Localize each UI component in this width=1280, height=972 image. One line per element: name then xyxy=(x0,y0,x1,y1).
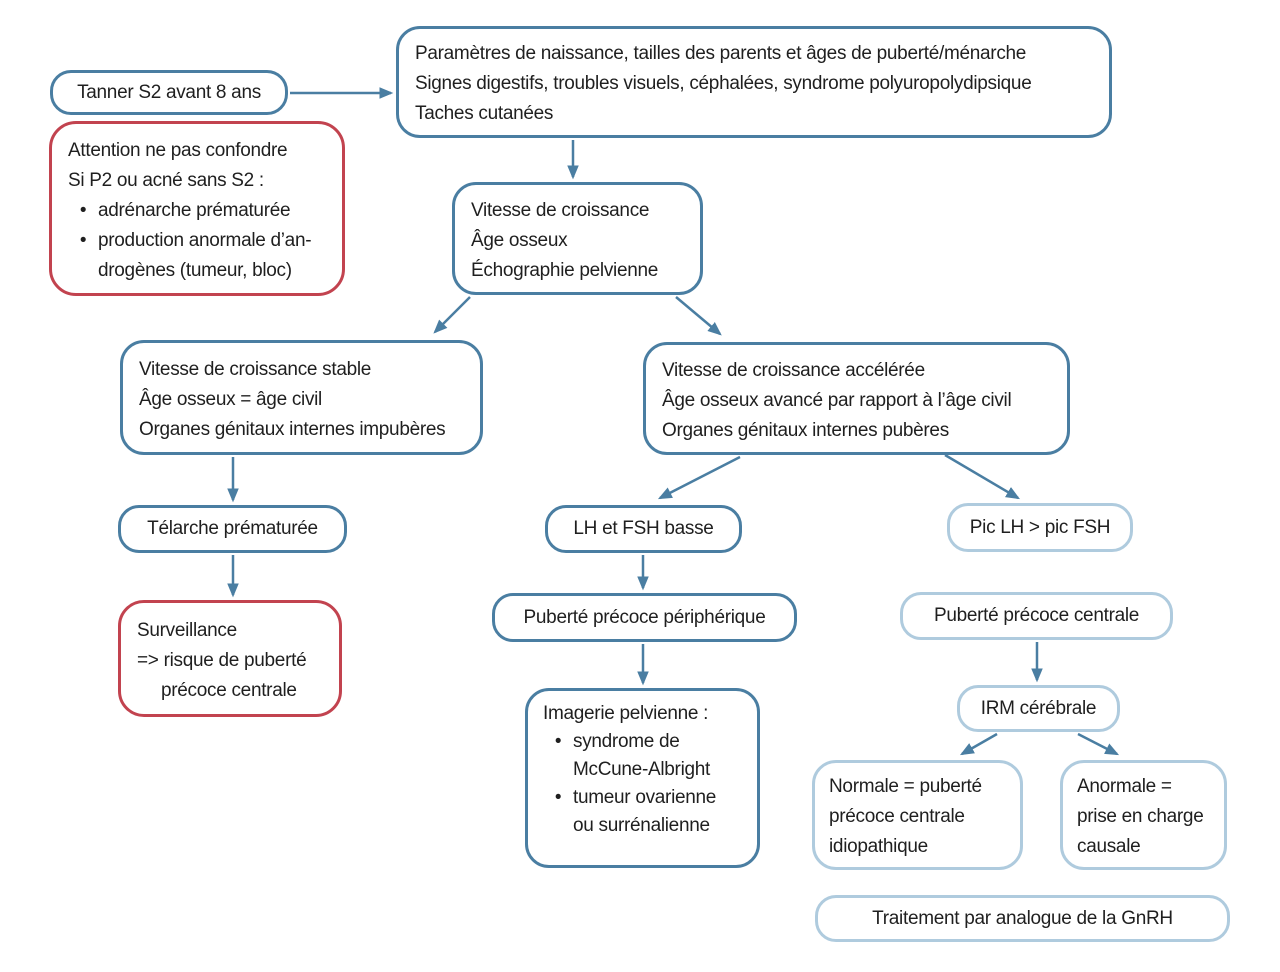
node-bilan-line-2: Âge osseux xyxy=(471,230,568,251)
node-acceleree-line-3: Organes génitaux internes pubères xyxy=(662,420,949,441)
node-bilan-line-3: Échographie pelvienne xyxy=(471,260,659,281)
node-anormale-line-1: Anormale = xyxy=(1077,776,1172,797)
imagerie-bullet-1-text-1: syndrome de xyxy=(573,731,680,752)
node-attention-line-2: Si P2 ou acné sans S2 : xyxy=(68,170,264,191)
node-anormale-line-3: causale xyxy=(1077,836,1141,857)
imagerie-bullet-2 xyxy=(543,784,751,840)
node-lh-fsh-basse-label: LH et FSH basse xyxy=(573,518,714,539)
arrow-acceleree-to-piclh xyxy=(945,455,1018,498)
node-croissance-stable xyxy=(120,340,483,455)
attention-bullet-2 xyxy=(68,226,336,286)
node-tanner-s2-label: Tanner S2 avant 8 ans xyxy=(77,81,261,103)
imagerie-bullet-2-text-2: ou surrénalienne xyxy=(573,815,710,836)
node-anormale-line-2: prise en charge xyxy=(1077,806,1204,827)
attention-bullet-1 xyxy=(68,196,336,226)
node-traitement-gnrh xyxy=(815,895,1230,942)
node-puberte-peripherique xyxy=(492,593,797,642)
node-pic-lh-fsh xyxy=(947,503,1133,552)
node-acceleree-line-1: Vitesse de croissance accélérée xyxy=(662,360,925,381)
node-bilan-line-1: Vitesse de croissance xyxy=(471,200,650,221)
node-surveillance-line-2: => risque de puberté xyxy=(137,650,307,671)
imagerie-bullet-1-text-2: McCune-Albright xyxy=(573,759,710,780)
node-normale-line-3: idiopathique xyxy=(829,836,928,857)
node-surveillance xyxy=(118,600,342,717)
node-anamnese xyxy=(396,26,1112,138)
imagerie-bullet-1 xyxy=(543,728,751,784)
arrow-irm-to-anormale xyxy=(1078,734,1117,754)
node-attention-line-1: Attention ne pas confondre xyxy=(68,140,288,161)
node-surveillance-line-1: Surveillance xyxy=(137,620,237,641)
arrow-vitesse-to-acceleree xyxy=(676,297,720,334)
imagerie-bullet-2-text-1: tumeur ovarienne xyxy=(573,787,717,808)
attention-bullet-2-text-2: drogènes (tumeur, bloc) xyxy=(98,260,292,281)
node-normale-line-1: Normale = puberté xyxy=(829,776,982,797)
node-surveillance-line-3: précoce centrale xyxy=(161,680,297,701)
node-stable-line-3: Organes génitaux internes impubères xyxy=(139,419,446,440)
node-irm-cerebrale xyxy=(957,685,1120,732)
attention-bullet-2-text-1: production anormale d’an- xyxy=(98,230,312,251)
node-pic-lh-fsh-label: Pic LH > pic FSH xyxy=(969,516,1111,538)
attention-bullet-1-text: adrénarche prématurée xyxy=(98,200,291,221)
node-irm-anormale xyxy=(1060,760,1227,870)
node-normale-line-2: précoce centrale xyxy=(829,806,965,827)
node-puberte-centrale-label: Puberté précoce centrale xyxy=(933,605,1140,626)
node-anamnese-line-2: Signes digestifs, troubles visuels, céphalées, syndrome polyuropolydipsique xyxy=(415,73,1032,94)
node-anamnese-line-1: Paramètres de naissance, tailles des parents et âges de puberté/ménarche xyxy=(415,43,1027,64)
node-puberte-peripherique-label: Puberté précoce périphérique xyxy=(523,606,766,628)
arrow-vitesse-to-stable xyxy=(435,297,470,332)
node-tanner-s2 xyxy=(50,70,288,115)
node-lh-fsh-basse xyxy=(545,505,742,553)
node-puberte-centrale xyxy=(900,592,1173,640)
node-telarche-prematuree xyxy=(118,505,347,553)
node-bilan-initial xyxy=(452,182,703,295)
node-irm-cerebrale-label: IRM cérébrale xyxy=(980,697,1097,719)
bullet-icon: • xyxy=(79,200,87,221)
arrow-acceleree-to-lhfsh xyxy=(660,457,740,498)
node-imagerie-title: Imagerie pelvienne : xyxy=(543,703,709,724)
node-croissance-acceleree xyxy=(643,342,1070,455)
node-attention-warning xyxy=(49,121,345,296)
node-acceleree-line-2: Âge osseux avancé par rapport à l’âge civil xyxy=(662,390,1012,411)
node-stable-line-1: Vitesse de croissance stable xyxy=(139,359,372,380)
node-stable-line-2: Âge osseux = âge civil xyxy=(139,389,322,410)
node-telarche-label: Télarche prématurée xyxy=(147,518,318,539)
bullet-icon: • xyxy=(554,731,562,752)
arrow-irm-to-normale xyxy=(962,734,997,754)
node-imagerie-pelvienne xyxy=(525,688,760,868)
node-anamnese-line-3: Taches cutanées xyxy=(415,103,554,124)
node-traitement-gnrh-label: Traitement par analogue de la GnRH xyxy=(872,907,1173,929)
bullet-icon: • xyxy=(554,787,562,808)
bullet-icon: • xyxy=(79,230,87,251)
node-irm-normale xyxy=(812,760,1023,870)
